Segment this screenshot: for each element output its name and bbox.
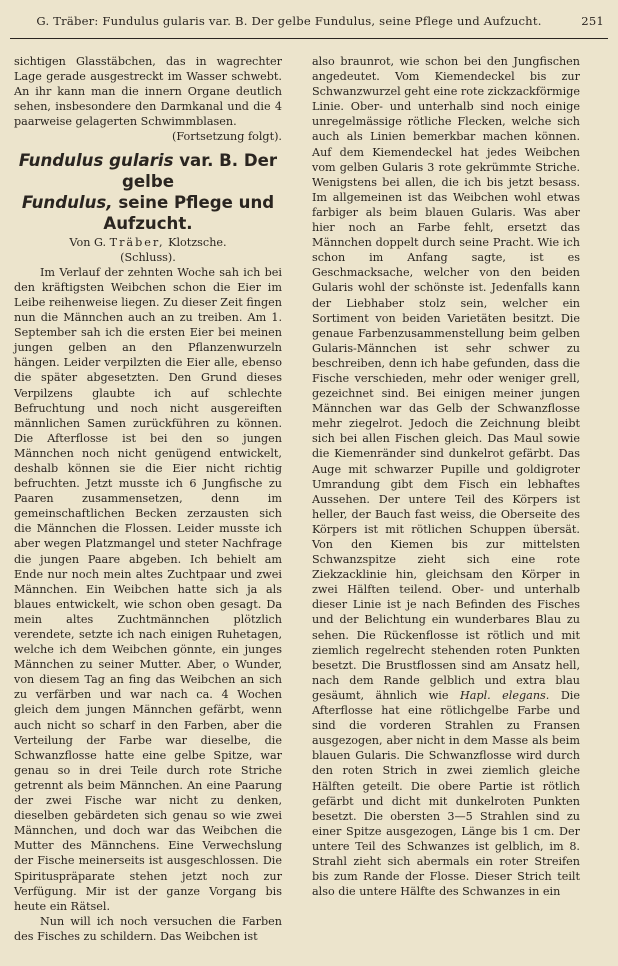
title-variety: var. B. Der gelbe [122, 150, 278, 191]
continuation-text: sichtigen Glasstäbchen, das in wagrechter Lage gerade ausgestreckt im Wasser schwebt. An ihr kann man die innern Organe deutlich sehen, insbesondere den Darmkanal und die 4 paarweise gelagerten Schwimmblasen. [14, 55, 282, 129]
running-head: G. Träber: Fundulus gularis var. B. Der gelbe Fundulus, seine Pflege und Aufzucht. [36, 14, 542, 28]
title-species-2: Fundulus, [21, 192, 113, 212]
right-column [312, 54, 580, 899]
title-subtitle: seine Pflege und Aufzucht. [103, 192, 275, 233]
title-species: Fundulus gularis [18, 150, 174, 170]
article-title [14, 150, 282, 234]
author-prefix: Von G. [69, 235, 107, 249]
author-name: Träber, [109, 235, 165, 249]
page-number: 251 [581, 14, 604, 28]
body-text: also braunrot, wie schon bei den Jungfischen angedeutet. Vom Kiemendeckel bis zur Schwanzwurzel geht eine rote zickzackförmige Linie. Ober- und unterhalb sind noch einige unregelmässige rötliche Flecken, welche sich auch als Linien bemerkbar machen können. Auf dem Kiemendeckel hat jedes Weibchen vom gelben Gularis 3 rote gekrümmte Striche. Wenigstens bei allen, die ich bis jetzt besass. Im allgemeinen ist das Weibchen wohl etwas farbiger als beim blauen Gularis. Was aber hier noch an Farbe fehlt, ersetzt das Männchen doppelt durch seine Pracht. Wie ich schon im Anfang sagte, ist es Geschmacksache, welcher von den beiden Gularis wohl der schönste ist. Jedenfalls kann der Liebhaber stolz sein, welcher ein Sortiment von beiden Varietäten besitzt. Die genaue Farbenzusammenstellung beim gelben Gularis-Männchen ist sehr schwer zu beschreiben, denn ich habe gefunden, dass die Fische verschieden, mehr oder weniger grell, gezeichnet sind. Bei einigen meiner jungen Männchen war das Gelb der Schwanzflosse mehr ziegelrot. Jedoch die Zeichnung bleibt sich bei allen Fischen gleich. Das Maul sowie die Kiemenränder sind dunkelrot gefärbt. Das Auge mit schwarzer Pupille und goldigroter Umrandung gibt dem Fisch ein lebhaftes Aussehen. Der untere Teil des Körpers ist heller, der Bauch fast weiss, die Oberseite des Körpers ist mit rötlichen Schuppen übersät. Von den Kiemen bis zur mittelsten Schwanzspitze zieht sich eine rote Ziekzacklinie hin, gleichsam den Körper in zwei Hälften teilend. Ober- und unterhalb dieser Linie ist je nach Befinden des Fisches und der Belichtung ein wunderbares Blau zu sehen. Die Rückenflosse ist rötlich und mit ziemlich regelrecht stehenden roten Punkten besetzt. Die Brustflossen sind am Ansatz hell, nach dem Rande gelblich und extra blau gesäumt, ähnlich wie [312, 55, 580, 702]
body-paragraph: Im Verlauf der zehnten Woche sah ich bei den kräftigsten Weibchen schon die Eier im Leibe reihenweise liegen. Zu dieser Zeit fingen nun die Männchen auch an zu treiben. Am 1. September sah ich die ersten Eier bei meinen jungen gelben an den Pflanzenwurzeln hängen. Leider verpilzten die Eier alle, ebenso die später abgesetzten. Den Grund dieses Verpilzens glaubte ich auf schlechte Befruchtung und noch nicht ausgereiften männlichen Samen zurückführen zu können. Die Afterflosse ist bei den so jungen Männchen noch nicht genügend entwickelt, deshalb können sie die Eier nicht richtig befruchten. Jetzt musste ich 6 Jungfische zu Paaren zusammensetzen, denn im gemeinschaftlichen Becken zerzausten sich die Männchen die Flossen. Leider musste ich aber wegen Platzmangel und steter Nachfrage die jungen Paare abgeben. Ich behielt am Ende nur noch mein altes Zuchtpaar und zwei Männchen. Ein Weibchen hatte sich ja als blaues entwickelt, wie schon oben gesagt. Da mein altes Zuchtmännchen plötzlich verendete, setzte ich nach einigen Ruhetagen, welche ich dem Weibchen gönnte, ein junges Männchen zu seiner Mutter. Aber, o Wunder, von diesem Tag an fing das Weibchen an sich zu verfärben und war nach ca. 4 Wochen gleich dem jungen Männchen gefärbt, wenn auch nicht so scharf in den Farben, aber die Verteilung der Farbe war dieselbe, die Schwanzflosse hatte eine gelbe Spitze, war genau so in drei Teile durch rote Striche getrennt als beim Männchen. An eine Paarung der zwei Fische war nicht zu denken, dieselben gebärdeten sich genau so wie zwei Männchen, und doch war das Weibchen die Mutter des Männchens. Eine Verwechslung der Fische meinerseits ist ausgeschlossen. Die Spirituspräparate stehen jetzt noch zur Verfügung. Mir ist der ganze Vorgang bis heute ein Rätsel. [14, 265, 282, 913]
running-header [14, 6, 604, 36]
species-name-italic: Hapl. elegans. [459, 688, 550, 702]
body-paragraph [312, 54, 580, 899]
body-paragraph: Nun will ich noch versuchen die Farben des Fisches zu schildern. Das Weibchen ist [14, 914, 282, 943]
author-line [14, 235, 282, 250]
author-place: Klotzsche. [168, 235, 227, 249]
header-rule [10, 38, 608, 39]
conclusion-label: (Schluss). [120, 250, 176, 264]
left-column [14, 54, 282, 944]
body-text: Die Afterflosse hat eine rötlichgelbe Farbe und sind die vorderen Strahlen zu Fransen ausgezogen, aber nicht in dem Masse als beim blauen Gularis. Die Schwanzflosse wird durch den roten Strich in zwei ziemlich gleiche Hälften geteilt. Die obere Partie ist rötlich gefärbt und dicht mit dunkelroten Punkten besetzt. Die obersten 3—5 Strahlen sind zu einer Spitze ausgezogen, Länge bis 1 cm. Der untere Teil des Schwanzes ist gelblich, im 8. Strahl zieht sich abermals ein roter Streifen bis zum Rande der Flosse. Dieser Strich teilt also die untere Hälfte des Schwanzes in ein [312, 688, 580, 899]
continuation-note: (Fortsetzung folgt). [171, 130, 282, 144]
